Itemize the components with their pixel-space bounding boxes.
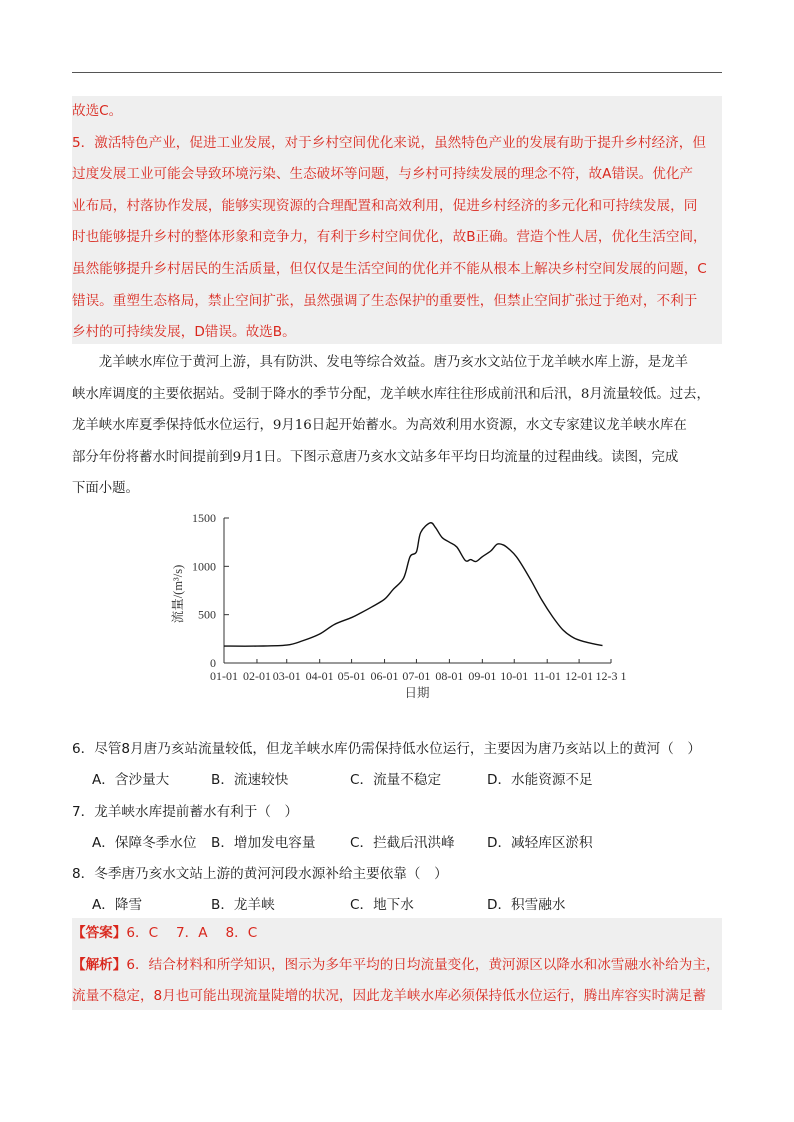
analysis-label: 【解析】 — [72, 956, 127, 973]
x-tick-label: 12-3 1 — [595, 669, 627, 683]
passage-line: 龙羊峡水库夏季保持低水位运行，9月16日起开始蓄水。为高效利用水资源，水文专家建议龙羊峡水库在 — [72, 418, 687, 433]
prev-explanation-line: 时也能够提升乡村的整体形象和竞争力，有利于乡村空间优化，故B正确。营造个性人居，优化生活空间， — [72, 229, 707, 246]
y-tick-label: 1500 — [192, 511, 216, 525]
question-6-option-c: C．流量不稳定 — [350, 772, 442, 788]
question-7-option-a: A．保障冬季水位 — [92, 835, 197, 851]
y-tick-label: 1000 — [192, 559, 216, 574]
prev-explanation-line: 过度发展工业可能会导致环境污染、生态破坏等问题，与乡村可持续发展的理念不符，故A错误。优化产 — [72, 166, 694, 183]
y-axis-label: 流量/(m³/s) — [171, 564, 185, 624]
prev-explanation-line: 乡村的可持续发展，D错误。故选B。 — [72, 324, 296, 341]
x-tick-label: 09-01 — [468, 669, 497, 683]
flow-line — [224, 523, 602, 646]
analysis-line — [72, 950, 722, 982]
answer-label: 【答案】 — [72, 925, 127, 941]
question-8-option-c: C．地下水 — [350, 897, 414, 913]
y-tick-label: 500 — [198, 607, 216, 622]
x-tick-label: 01-01 — [210, 669, 238, 683]
passage-line: 下面小题。 — [72, 481, 139, 496]
question-6-option-a: A．含沙量大 — [92, 772, 170, 788]
answer-line — [72, 918, 722, 950]
x-tick-label: 08-01 — [435, 669, 464, 683]
x-axis-label: 日期 — [404, 686, 430, 700]
prev-explanation-line: 故选C。 — [72, 103, 123, 119]
prev-explanation-line: 虽然能够提升乡村居民的生活质量，但仅仅是生活空间的优化并不能从根本上解决乡村空间发展的问题，C — [72, 260, 707, 277]
x-tick-label: 04-01 — [305, 669, 334, 683]
prev-explanation-line: 5．激活特色产业，促进工业发展，对于乡村空间优化来说，虽然特色产业的发展有助于提升乡村经济，但 — [72, 134, 706, 151]
question-8-option-d: D．积雪融水 — [487, 897, 566, 913]
x-tick-label: 02-01 — [242, 669, 271, 683]
question-6-option-b: B．流速较快 — [211, 772, 289, 788]
question-7-option-b: B．增加发电容量 — [211, 835, 316, 851]
passage-line: 峡水库调度的主要依据站。受制于降水的季节分配，龙羊峡水库往往形成前汛和后汛，8月流量较低。过去， — [72, 386, 710, 402]
question-7-option-d: D．减轻库区淤积 — [487, 835, 593, 851]
question-7-option-c: C．拦截后汛洪峰 — [350, 835, 455, 851]
passage-line: 部分年份将蓄水时间提前到9月1日。下图示意唐乃亥水文站多年平均日均流量的过程曲线。读图，完成 — [72, 449, 679, 465]
x-tick-label: 07-01 — [402, 669, 431, 683]
answer-block — [72, 918, 722, 1013]
prev-explanation-line: 业布局，村落协作发展，能够实现资源的合理配置和高效利用，促进乡村经济的多元化和可持续发展，同 — [72, 197, 698, 214]
x-tick-label: 12-01 — [565, 669, 594, 683]
question-6-option-d: D．水能资源不足 — [487, 772, 593, 788]
x-tick-label: 06-01 — [370, 669, 399, 683]
x-tick-label: 03-01 — [272, 669, 301, 683]
analysis-line: 流量不稳定，8月也可能出现流量陡增的状况，因此龙羊峡水库必须保持低水位运行，腾出库容实时满足蓄 — [72, 988, 706, 1005]
prev-explanation-line: 错误。重塑生态格局，禁止空间扩张，虽然强调了生态保护的重要性，但禁止空间扩张过于绝对，不利于 — [72, 292, 698, 309]
x-tick-label: 10-01 — [500, 669, 529, 683]
question-8-stem: 8．冬季唐乃亥水文站上游的黄河河段水源补给主要依靠（ ） — [72, 866, 448, 882]
analysis-text: 6．结合材料和所学知识，图示为多年平均的日均流量变化，黄河源区以降水和冰雪融水补给为主， — [126, 956, 720, 973]
x-tick-label: 11-01 — [533, 669, 561, 683]
y-tick-label: 0 — [210, 656, 216, 670]
question-8-option-b: B．龙羊峡 — [211, 897, 275, 913]
question-6-stem: 6．尽管8月唐乃亥站流量较低，但龙羊峡水库仍需保持低水位运行，主要因为唐乃亥站以上的黄河（ ） — [72, 741, 702, 757]
x-tick-label: 05-01 — [337, 669, 366, 683]
answer-text: 6．C 7．A 8．C — [126, 925, 258, 941]
question-7-stem: 7．龙羊峡水库提前蓄水有利于（ ） — [72, 804, 299, 820]
passage-line: 龙羊峡水库位于黄河上游，具有防洪、发电等综合效益。唐乃亥水文站位于龙羊峡水库上游，是龙羊 — [72, 355, 688, 370]
question-8-option-a: A．降雪 — [92, 897, 143, 913]
